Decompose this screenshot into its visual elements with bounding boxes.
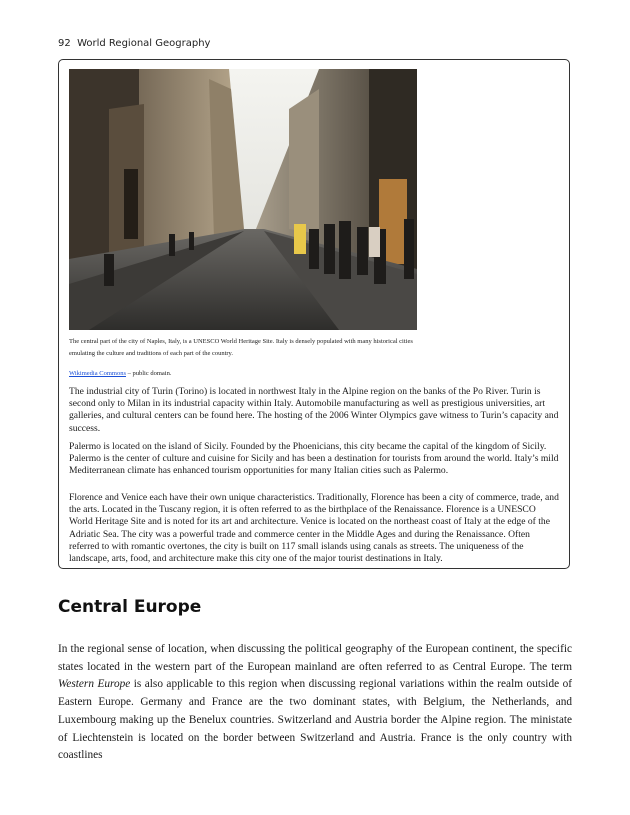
emphasized-term: Western Europe <box>58 678 131 691</box>
section-heading: Central Europe <box>58 597 202 617</box>
running-header <box>58 38 210 49</box>
naples-street-photo <box>69 69 417 330</box>
box-paragraph-palermo: Palermo is located on the island of Sicily. Founded by the Phoenicians, this city became the capital of the kingdom of Sicily. Palermo is the center of culture and cuisine for Sicily and has been a destination for tourists from around the world. Italy’s mild Mediterranean climate has enhanced tourism opportunities for many Italian cities such as Palermo. <box>69 441 559 477</box>
box-paragraph-florence-venice: Florence and Venice each have their own unique characteristics. Traditionally, Florence has been a city of commerce, trade, and the arts. Located in the Tuscany region, it is often referred to as the birthplace of the Renaissance. Florence is a UNESCO World Heritage Site and is noted for its art and architecture. Venice is located on the northeast coast of Italy at the edge of the Adriatic Sea. The city was a powerful trade and commerce center in the Middle Ages and during the Renaissance. Often referred to with romantic overtones, the city is built on 117 small islands using canals as streets. The uniqueness of the landscape, arts, food, and architecture make this city one of the major tourist destinations in Italy. <box>69 492 559 565</box>
figure-credit <box>69 368 429 380</box>
box-paragraph-turin: The industrial city of Turin (Torino) is located in northwest Italy in the Alpine region on the banks of the Po River. Turin is second only to Milan in its industrial capacity within Italy. Automobile manufacturing as well as prestigious universities, art galleries, and cultural centers can be found here. The hosting of the 2006 Winter Olympics gave witness to Turin’s capacity and success. <box>69 386 559 434</box>
paragraph-text-1: In the regional sense of location, when discussing the political geography of the European continent, the specific states located in the western part of the European mainland are often referred to as Central Europe. The term <box>58 643 572 673</box>
page-number: 92 <box>58 38 71 49</box>
sidebar-box <box>58 59 570 569</box>
credit-license: – public domain. <box>125 370 172 377</box>
figure-caption: The central part of the city of Naples, Italy, is a UNESCO World Heritage Site. Italy is densely populated with many historical cities emulating the culture and traditions of each part of the country. <box>69 338 413 357</box>
paragraph-text-2: is also applicable to this region when discussing regional variations within the realm outside of Eastern Europe. Germany and France are the two dominant states, with Belgium, the Netherlands, and Luxembourg making up the Benelux countries. Switzerland and Austria border the Alpine region. The ministate of Liechtenstein is located on the border between Switzerland and Austria. France is the only country with coastlines <box>58 678 572 762</box>
book-title: World Regional Geography <box>77 38 211 49</box>
section-body-paragraph <box>58 641 572 765</box>
wikimedia-commons-link[interactable]: Wikimedia Commons <box>69 370 126 377</box>
